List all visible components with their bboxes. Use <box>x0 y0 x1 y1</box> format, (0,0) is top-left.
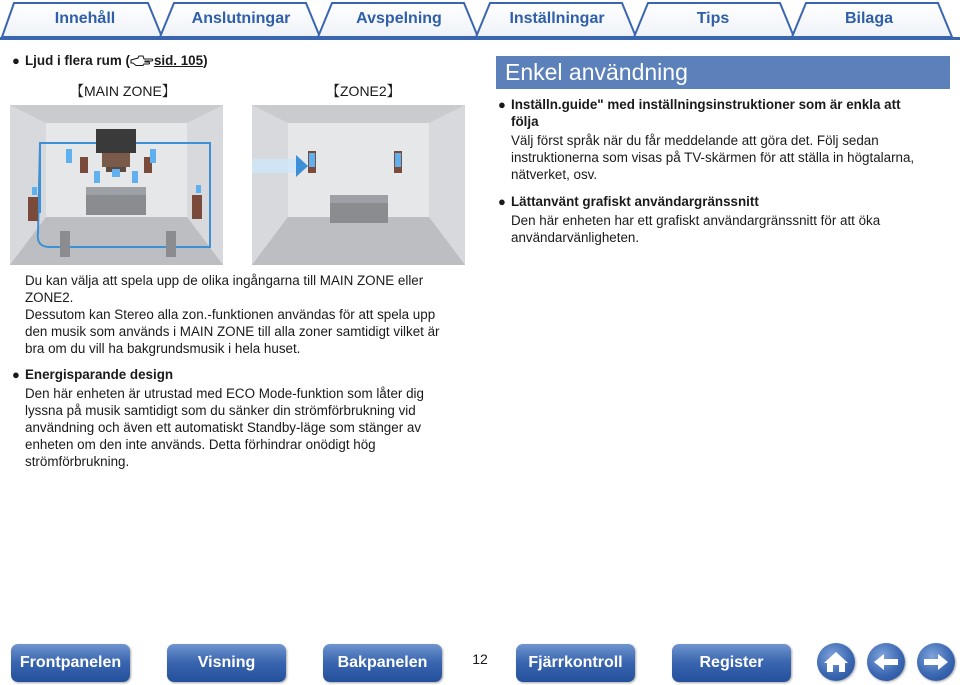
multiroom-desc-line2: ZONE2. <box>25 290 74 305</box>
page-reference-link[interactable]: sid. 105 <box>153 53 204 68</box>
guide-line3: nätverket, osv. <box>511 167 598 182</box>
multiroom-description <box>25 272 465 357</box>
hand-pointer-icon <box>130 53 154 67</box>
gui-line1: Den här enheten har ett grafiskt användargränssnitt för att öka <box>511 213 881 228</box>
register-button[interactable]: Register <box>672 644 791 682</box>
multiroom-desc-line5: bra om du vill ha bakgrundsmusik i hela huset. <box>25 341 301 356</box>
multiroom-desc-line4: den musik som används i MAIN ZONE till alla zoner samtidigt vilket är <box>25 324 440 339</box>
guide-title-line1: Inställn.guide" med inställningsinstruktioner som är enkla att <box>511 97 901 112</box>
guide-title-line2: följa <box>511 114 539 129</box>
tab-avspelning[interactable]: Avspelning <box>356 10 442 27</box>
bullet-dot: ● <box>12 53 20 68</box>
frontpanelen-button[interactable]: Frontpanelen <box>11 644 130 682</box>
back-arrow-icon <box>872 652 900 672</box>
tab-anslutningar[interactable]: Anslutningar <box>191 10 291 27</box>
tab-installningar[interactable]: Inställningar <box>509 10 605 27</box>
main-zone-illustration <box>10 105 223 265</box>
multiroom-heading <box>12 52 255 69</box>
forward-arrow-icon <box>922 652 950 672</box>
eco-line3: användning och även ett automatiskt Standby-läge som stänger av <box>25 420 422 435</box>
multiroom-desc-line1: Du kan välja att spela upp de olika ingångarna till MAIN ZONE eller <box>25 273 424 288</box>
bullet-dot: ● <box>498 194 506 209</box>
guide-line2: instruktionerna som visas på TV-skärmen för att ställa in högtalarna, <box>511 150 915 165</box>
multiroom-desc-line3: Dessutom kan Stereo alla zon.-funktionen användas för att spela upp <box>25 307 436 322</box>
ref-close: ) <box>203 53 208 68</box>
home-button[interactable] <box>817 643 855 681</box>
eco-line2: lyssna på musik samtidigt som du sänker din strömförbrukning vid <box>25 403 416 418</box>
gui-title: Lättanvänt grafiskt användargränssnitt <box>511 194 759 209</box>
zone2-label: 【ZONE2】 <box>326 83 401 99</box>
bullet-dot: ● <box>498 97 506 112</box>
bullet-dot: ● <box>12 367 20 382</box>
visning-button[interactable]: Visning <box>167 644 286 682</box>
tab-innehall[interactable]: Innehåll <box>54 10 116 27</box>
multiroom-title: Ljud i flera rum <box>25 53 122 68</box>
eco-line5: strömförbrukning. <box>25 454 130 469</box>
home-icon <box>823 650 849 674</box>
gui-heading <box>498 193 951 210</box>
eco-title: Energisparande design <box>25 367 174 382</box>
eco-heading <box>12 366 455 383</box>
main-zone-label: 【MAIN ZONE】 <box>70 83 176 99</box>
tab-bilaga[interactable]: Bilaga <box>844 10 893 27</box>
guide-line1: Välj först språk när du får meddelande att göra det. Följ sedan <box>511 133 879 148</box>
section-title: Enkel användning <box>496 56 950 89</box>
guide-description <box>511 132 951 183</box>
top-tab-bar <box>0 0 960 42</box>
zone2-illustration <box>252 105 465 265</box>
tab-tips[interactable]: Tips <box>696 10 730 27</box>
eco-line1: Den här enheten är utrustad med ECO Mode-funktion som låter dig <box>25 386 424 401</box>
page-number: 12 <box>472 651 488 667</box>
bakpanelen-button[interactable]: Bakpanelen <box>323 644 442 682</box>
gui-description <box>511 212 951 246</box>
eco-line4: enheten om den inte används. Detta förhindrar onödigt hög <box>25 437 376 452</box>
fjarrkontroll-button[interactable]: Fjärrkontroll <box>516 644 635 682</box>
guide-heading <box>498 96 951 130</box>
eco-description <box>25 385 465 470</box>
forward-button[interactable] <box>917 643 955 681</box>
back-button[interactable] <box>867 643 905 681</box>
gui-line2: användarvänligheten. <box>511 230 640 245</box>
ref-open: ( <box>125 53 130 68</box>
